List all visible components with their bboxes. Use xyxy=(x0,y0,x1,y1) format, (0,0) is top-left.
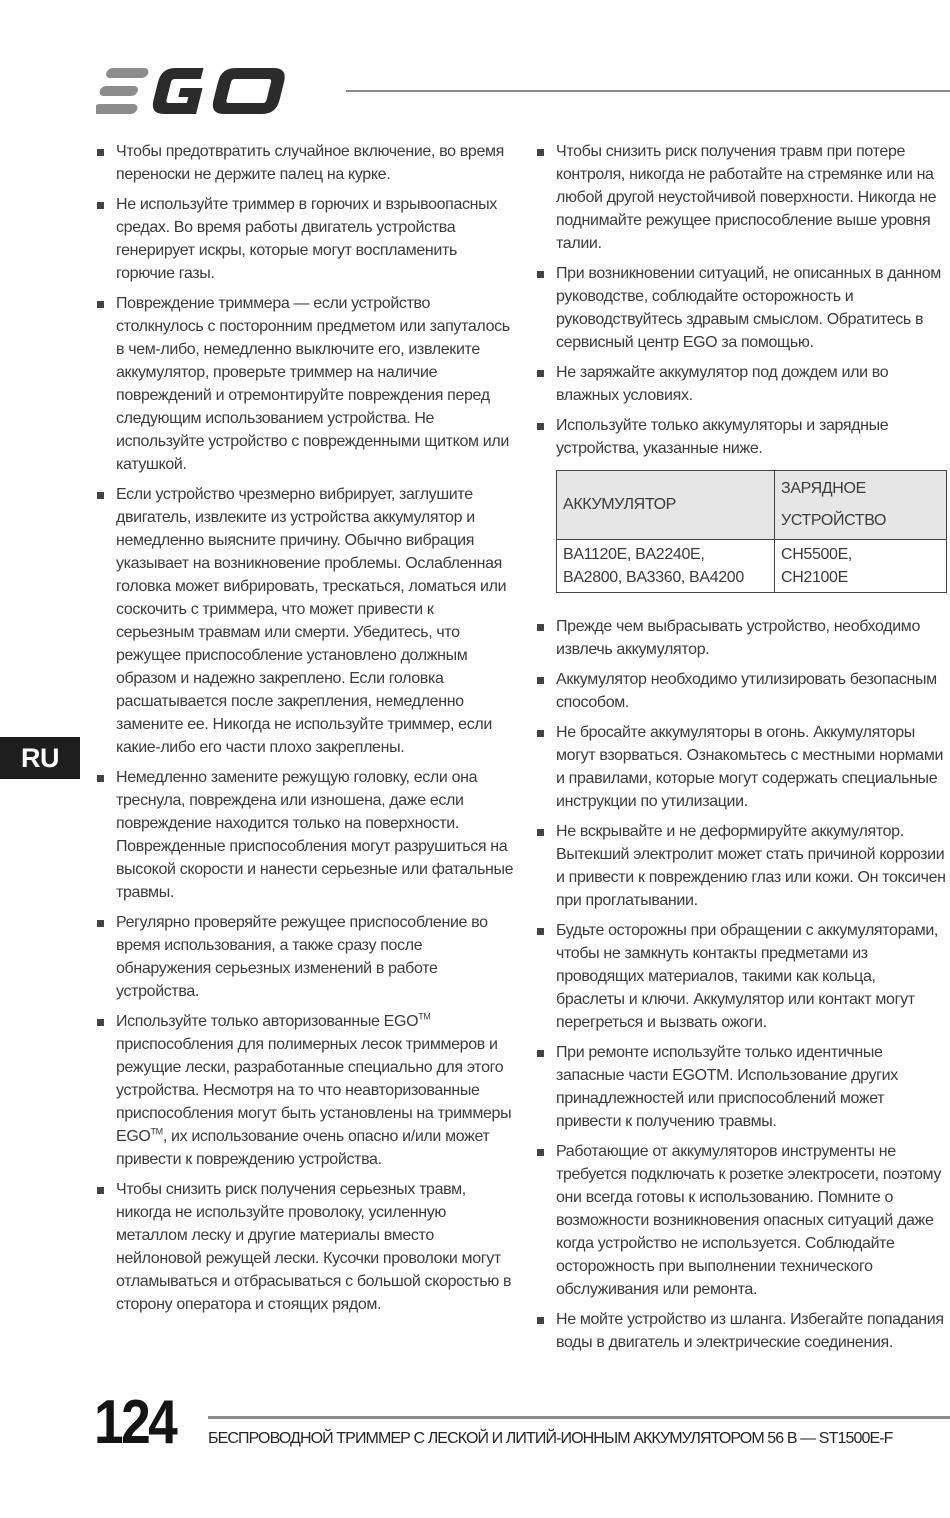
trademark-mark: TM xyxy=(418,1011,431,1022)
right-column xyxy=(536,140,948,1361)
table-cell-batteries xyxy=(557,540,775,593)
battery-models-line2: BA2800, BA3360, BA4200 xyxy=(563,569,744,586)
footer-title: БЕСПРОВОДНОЙ ТРИММЕР С ЛЕСКОЙ И ЛИТИЙ-ИОННЫМ АККУМУЛЯТОРОМ 56 В — ST1500E-F xyxy=(208,1430,893,1447)
list-item-ego-accessories xyxy=(96,1010,514,1171)
left-bullet-list xyxy=(96,140,514,1316)
list-item: Немедленно замените режущую головку, если она треснула, повреждена или изношена, даже если повреждение находится только на поверхности. Поврежденные приспособления могут разрушиться на высокой скорости и нанести серьезные или фатальные травмы. xyxy=(96,766,514,904)
page-number: 124 xyxy=(94,1388,176,1457)
list-item: Не используйте триммер в горючих и взрывоопасных средах. Во время работы двигатель устройства генерирует искры, которые могут воспламенить горючие газы. xyxy=(96,193,514,285)
list-item: Не вскрывайте и не деформируйте аккумулятор. Вытекший электролит может стать причиной коррозии и привести к повреждению глаз или кожи. Он токсичен при проглатывании. xyxy=(536,820,948,912)
battery-charger-table xyxy=(556,470,947,593)
list-item: Не бросайте аккумуляторы в огонь. Аккумуляторы могут взорваться. Ознакомьтесь с местными нормами и правилами, которые могут содержать специальные инструкции по утилизации. xyxy=(536,721,948,813)
charger-models-line2: CH2100E xyxy=(781,569,848,586)
list-item: Не заряжайте аккумулятор под дождем или во влажных условиях. xyxy=(536,361,948,407)
table-header-charger xyxy=(775,471,947,540)
charger-models-line1: CH5500E, xyxy=(781,546,853,563)
table-header-battery: АККУМУЛЯТОР xyxy=(557,471,775,540)
list-item: Чтобы предотвратить случайное включение, во время переноски не держите палец на курке. xyxy=(96,140,514,186)
header-rule xyxy=(346,90,950,92)
list-item: Не мойте устройство из шланга. Избегайте попадания воды в двигатель и электрические соединения. xyxy=(536,1308,948,1354)
battery-models-line1: BA1120E, BA2240E, xyxy=(563,546,705,563)
list-item-text: , их использование очень опасно и/или может привести к повреждению устройства. xyxy=(116,1128,490,1168)
list-item: Регулярно проверяйте режущее приспособление во время использования, а также сразу после обнаружения серьезных изменений в работе устройства. xyxy=(96,911,514,1003)
ego-logo xyxy=(96,66,326,116)
table-cell-chargers xyxy=(775,540,947,593)
table-header-row xyxy=(557,471,947,540)
header-charger-line2: УСТРОЙСТВО xyxy=(781,512,887,529)
list-item-text: приспособления для полимерных лесок триммеров и режущие лески, разработанные специально для этого устройства. Несмотря на то что неавторизованные приспособления могут быть установлены на триммеры EGO xyxy=(116,1036,512,1145)
list-item: Прежде чем выбрасывать устройство, необходимо извлечь аккумулятор. xyxy=(536,615,948,661)
list-item: Используйте только аккумуляторы и зарядные устройства, указанные ниже. xyxy=(536,414,948,460)
language-tab: RU xyxy=(0,737,80,779)
list-item: Повреждение триммера — если устройство столкнулось с посторонним предметом или запуталось в чем-либо, немедленно выключите его, извлеките аккумулятор, проверьте триммер на наличие повреждений и отремонтируйте повреждения перед следующим использованием устройства. Не используйте устройство с поврежденными щитком или катушкой. xyxy=(96,292,514,476)
list-item: Будьте осторожны при обращении с аккумуляторами, чтобы не замкнуть контакты предметами из проводящих материалов, такими как кольца, браслеты и ключи. Аккумулятор или контакт могут перегреться и вызвать ожоги. xyxy=(536,919,948,1034)
right-bullet-list-top xyxy=(536,140,948,460)
list-item: Работающие от аккумуляторов инструменты не требуется подключать к розетке электросети, поэтому они всегда готовы к использованию. Помните о возможности возникновения опасных ситуаций даже когда устройство не используется. Соблюдайте осторожность при выполнении технического обслуживания или ремонта. xyxy=(536,1140,948,1301)
left-column xyxy=(96,140,514,1323)
list-item: Если устройство чрезмерно вибрирует, заглушите двигатель, извлеките из устройства аккумулятор и немедленно выясните причину. Обычно вибрация указывает на возникновение проблемы. Ослабленная головка может вибрировать, трескаться, ломаться или соскочить с триммера, что может привести к серьезным травмам или смерти. Убедитесь, что режущее приспособление установлено должным образом и надежно закреплено. Если головка расшатывается после закрепления, немедленно замените ее. Никогда не используйте триммер, если какие-либо его части плохо закреплены. xyxy=(96,483,514,759)
table-row xyxy=(557,540,947,593)
list-item: При ремонте используйте только идентичные запасные части EGOTM. Использование других принадлежностей или приспособлений может привести к получению травмы. xyxy=(536,1041,948,1133)
trademark-mark: TM xyxy=(150,1126,163,1137)
list-item-text: Используйте только авторизованные EGO xyxy=(116,1013,419,1030)
right-bullet-list-bottom xyxy=(536,615,948,1354)
footer-rule xyxy=(208,1416,950,1419)
header-charger-line1: ЗАРЯДНОЕ xyxy=(781,480,866,497)
list-item: Чтобы снизить риск получения серьезных травм, никогда не используйте проволоку, усиленную металлом леску и другие материалы вместо нейлоновой режущей лески. Кусочки проволоки могут отламываться и отбрасываться с большой скоростью в сторону оператора и стоящих рядом. xyxy=(96,1178,514,1316)
list-item: Аккумулятор необходимо утилизировать безопасным способом. xyxy=(536,668,948,714)
list-item: При возникновении ситуаций, не описанных в данном руководстве, соблюдайте осторожность и руководствуйтесь здравым смыслом. Обратитесь в сервисный центр EGO за помощью. xyxy=(536,262,948,354)
list-item: Чтобы снизить риск получения травм при потере контроля, никогда не работайте на стремянке или на любой другой неустойчивой поверхности. Никогда не поднимайте режущее приспособление выше уровня талии. xyxy=(536,140,948,255)
